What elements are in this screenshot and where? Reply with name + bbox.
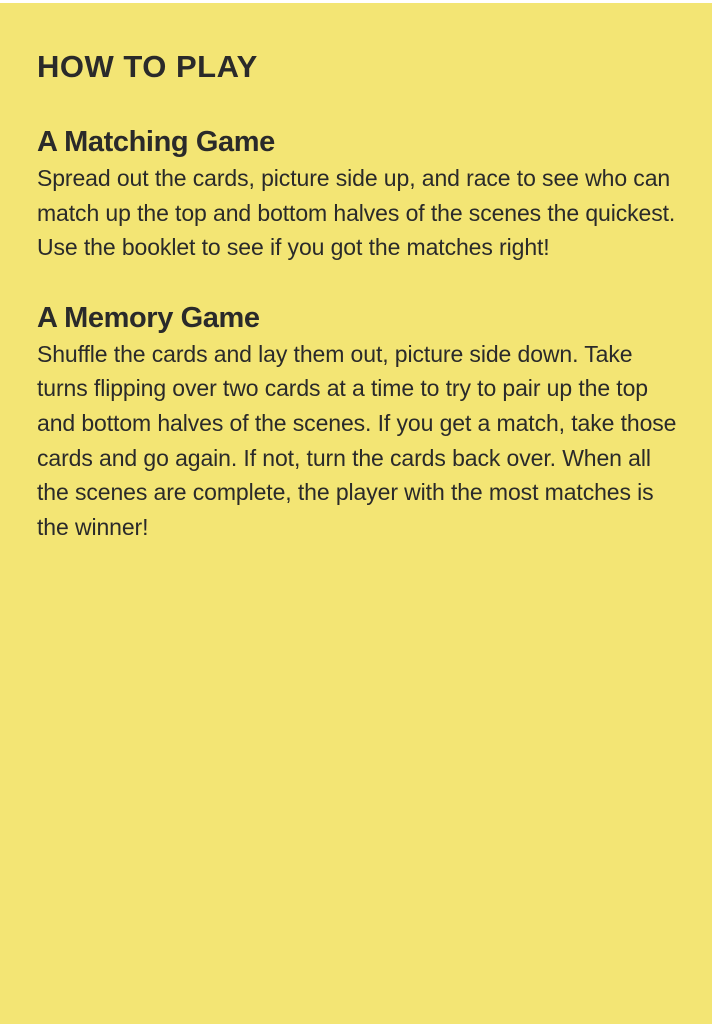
matching-game-heading: A Matching Game: [37, 126, 275, 158]
instruction-content: [37, 45, 677, 544]
instruction-card: [0, 3, 712, 1024]
memory-game-section: [37, 299, 677, 545]
matching-game-section: [37, 123, 677, 265]
page-title: HOW TO PLAY: [37, 49, 258, 84]
memory-game-heading: A Memory Game: [37, 301, 260, 334]
memory-game-instructions: Shuffle the cards and lay them out, picture side down. Take turns flipping over two cards at a time to try to pair up the top and bottom halves of the scenes. If you get a match, take those cards and go again. If not, turn the cards back over. When all the scenes are complete, the player with the most matches is the winner!: [37, 340, 677, 540]
matching-game-instructions: Spread out the cards, picture side up, and race to see who can match up the top and bottom halves of the scenes the quickest. Use the booklet to see if you got the matches right!: [37, 165, 676, 261]
